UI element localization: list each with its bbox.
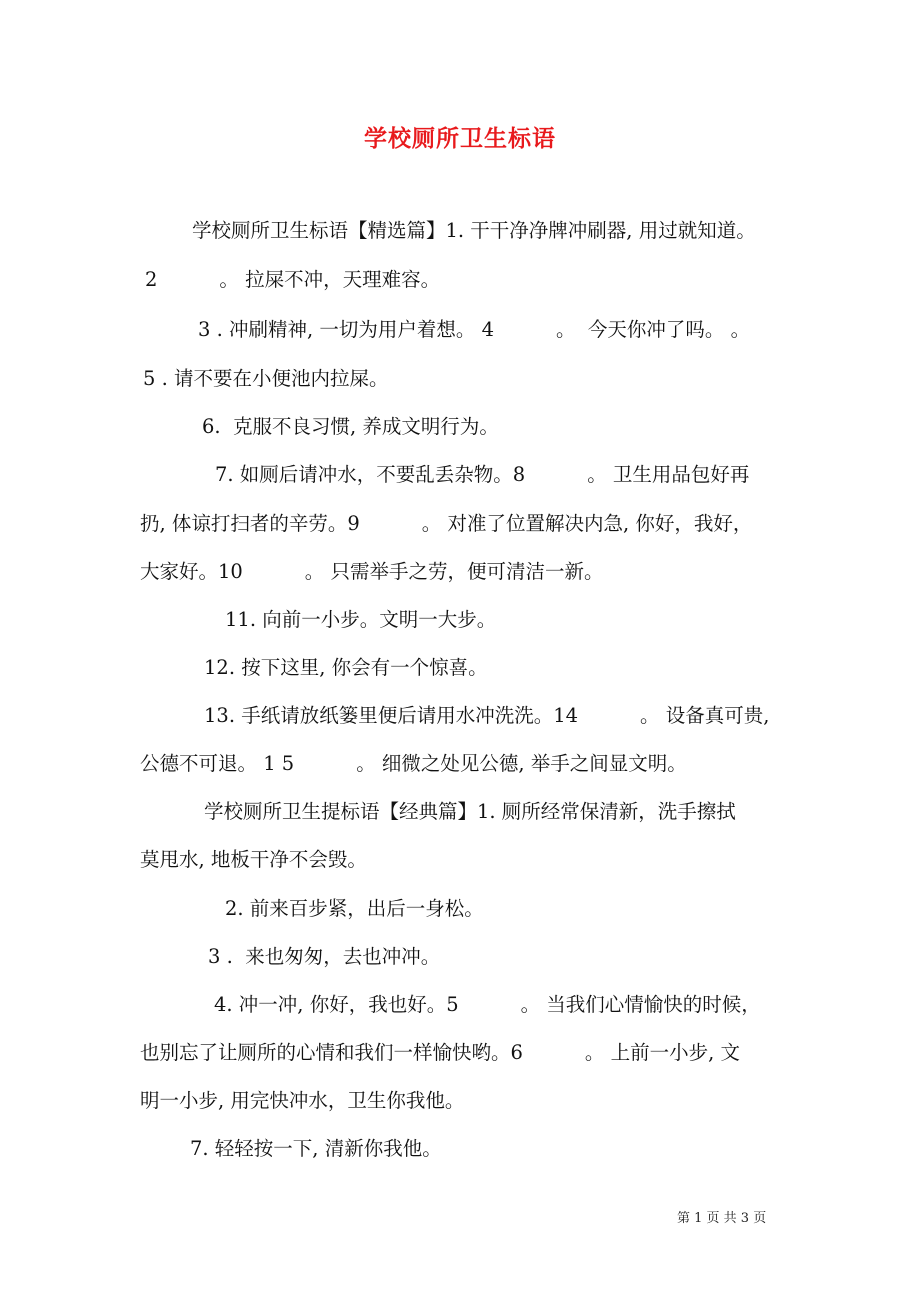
body-line: 7. 轻轻按一下, 清新你我他。 [190,1137,442,1160]
body-line: 3 . 冲刷精神, 一切为用户着想。 4 。 今天你冲了吗。 。 [198,318,751,341]
body-line: 大家好。10 。 只需举手之劳，便可清洁一新。 [140,560,604,583]
body-line: 6. 克服不良习惯, 养成文明行为。 [202,415,499,438]
body-line: 2. 前来百步紧，出后一身松。 [225,897,484,920]
body-line: 学校厕所卫生提标语【经典篇】1. 厕所经常保清新，洗手擦拭 [204,800,736,823]
body-line: 11. 向前一小步。文明一大步。 [225,608,497,631]
body-line: 扔, 体谅打扫者的辛劳。9 。 对准了位置解决内急, 你好，我好， [140,512,753,535]
body-line: 13. 手纸请放纸篓里便后请用水冲洗洗。14 。 设备真可贵, [204,704,770,727]
document-title: 学校厕所卫生标语 [364,125,556,152]
body-line: 12. 按下这里, 你会有一个惊喜。 [204,656,488,679]
body-line: 也别忘了让厕所的心情和我们一样愉快哟。6 。 上前一小步, 文 [140,1041,740,1064]
body-line: 明一小步, 用完快冲水，卫生你我他。 [140,1089,465,1112]
body-line: 3 . 来也匆匆，去也冲冲。 [208,945,441,968]
body-line: 7. 如厕后请冲水，不要乱丢杂物。8 。 卫生用品包好再 [215,463,750,486]
body-line: 学校厕所卫生标语【精选篇】1. 干干净净牌冲刷器, 用过就知道。 [192,219,756,242]
body-line: 4. 冲一冲, 你好，我也好。5 。 当我们心情愉快的时候， [214,993,761,1016]
body-line: 公德不可退。 1 5 。 细微之处见公德, 举手之间显文明。 [140,752,687,775]
body-line: 5 . 请不要在小便池内拉屎。 [143,367,389,390]
body-line: 莫甩水, 地板干净不会毁。 [140,848,367,871]
page-number-footer: 第 1 页 共 3 页 [677,1211,767,1226]
body-line: 2 。 拉屎不冲，天理难容。 [145,268,441,291]
